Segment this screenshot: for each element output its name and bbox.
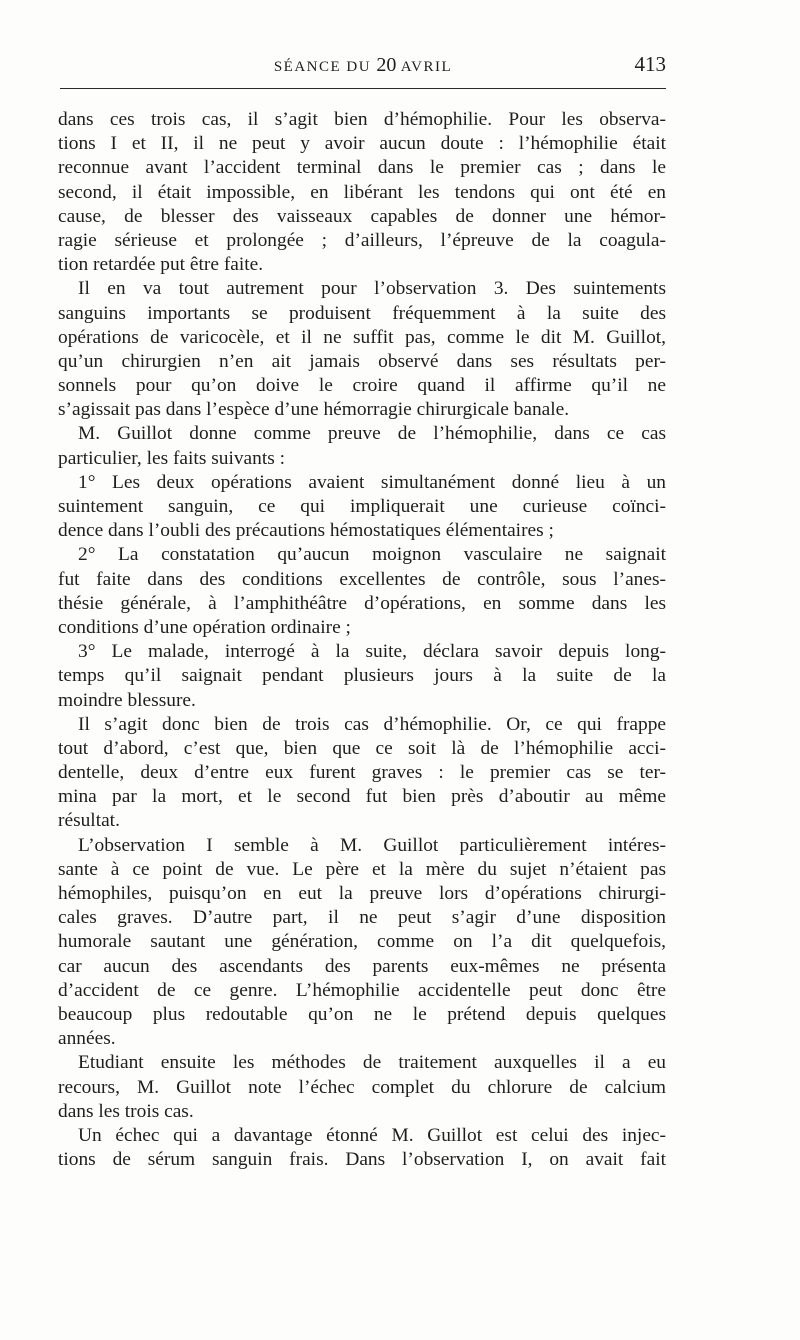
text-line: tions de sérum sanguin frais. Dans l’observation I, on avait fait	[58, 1149, 666, 1171]
running-title-day: 20	[376, 54, 397, 76]
text-line: qu’un chirurgien n’en ait jamais observé dans ses résultats per-	[58, 350, 666, 372]
text-line: opérations de varicocèle, et il ne suffit pas, comme le dit M. Guillot,	[58, 326, 666, 348]
text-line: 2° La constatation qu’aucun moignon vasculaire ne saignait	[78, 544, 666, 566]
text-line: temps qu’il saignait pendant plusieurs jours à la suite de la	[58, 665, 666, 687]
text-line: mina par la mort, et le second fut bien près d’aboutir au même	[58, 786, 666, 808]
text-line: années.	[58, 1028, 116, 1050]
text-line: moindre blessure.	[58, 689, 196, 711]
text-line: ragie sérieuse et prolongée ; d’ailleurs, l’épreuve de la coagula-	[58, 229, 666, 251]
page-number: 413	[634, 52, 666, 76]
text-line: humorale sautant une génération, comme on l’a dit quelquefois,	[58, 931, 666, 953]
text-line: dans ces trois cas, il s’agit bien d’hémophilie. Pour les observa-	[58, 109, 666, 130]
text-line: tion retardée put être faite.	[58, 254, 264, 276]
page-header	[60, 50, 666, 80]
text-line: Un échec qui a davantage étonné M. Guillot est celui des injec-	[78, 1124, 666, 1146]
text-line: particulier, les faits suivants :	[58, 447, 286, 469]
text-line: hémophiles, puisqu’on en eut la preuve lors d’opérations chirurgi-	[58, 883, 666, 904]
text-line: Il en va tout autrement pour l’observation 3. Des suintements	[78, 278, 666, 300]
text-line: recours, M. Guillot note l’échec complet du chlorure de calcium	[58, 1076, 666, 1098]
text-line: dence dans l’oubli des précautions hémostatiques élémentaires ;	[58, 520, 554, 542]
text-line: sante à ce point de vue. Le père et la mère du sujet n’étaient pas	[58, 858, 666, 880]
text-line: reconnue avant l’accident terminal dans le premier cas ; dans le	[58, 157, 666, 179]
text-line: 3° Le malade, interrogé à la suite, déclara savoir depuis long-	[78, 641, 666, 663]
text-line: tions I et II, il ne peut y avoir aucun doute : l’hémophilie était	[58, 133, 666, 155]
text-line: L’observation I semble à M. Guillot particulièrement intéres-	[78, 834, 666, 856]
text-line: cause, de blesser des vaisseaux capables de donner une hémor-	[58, 205, 666, 227]
text-line: thésie générale, à l’amphithéâtre d’opérations, en somme dans les	[58, 592, 666, 614]
running-title	[60, 54, 666, 77]
text-line: second, il était impossible, en libérant les tendons qui ont été en	[58, 181, 666, 203]
text-line: car aucun des ascendants des parents eux-mêmes ne présenta	[58, 955, 666, 977]
body-text	[58, 108, 666, 1172]
header-rule	[60, 88, 666, 89]
text-line: fut faite dans des conditions excellentes de contrôle, sous l’anes-	[58, 568, 666, 590]
text-line: sanguins importants se produisent fréquemment à la suite des	[58, 302, 666, 324]
text-line: d’accident de ce genre. L’hémophilie accidentelle peut donc être	[58, 979, 666, 1001]
text-line: cales graves. D’autre part, il ne peut s’agir d’une disposition	[58, 907, 666, 929]
text-line: Il s’agit donc bien de trois cas d’hémophilie. Or, ce qui frappe	[78, 713, 666, 735]
text-line: sonnels pour qu’on doive le croire quand il affirme qu’il ne	[58, 375, 666, 397]
text-line: dans les trois cas.	[58, 1100, 194, 1122]
text-line: s’agissait pas dans l’espèce d’une hémorragie chirurgicale banale.	[58, 399, 570, 421]
text-line: 1° Les deux opérations avaient simultanément donné lieu à un	[78, 471, 666, 493]
running-title-month: AVRIL	[396, 59, 453, 75]
text-line: M. Guillot donne comme preuve de l’hémophilie, dans ce cas	[78, 423, 666, 445]
text-line: tout d’abord, c’est que, bien que ce soit là de l’hémophilie acci-	[58, 737, 666, 759]
text-line: Etudiant ensuite les méthodes de traitement auxquelles il a eu	[78, 1052, 666, 1074]
text-line: beaucoup plus redoutable qu’on ne le prétend depuis quelques	[58, 1003, 666, 1025]
text-line: dentelle, deux d’entre eux furent graves : le premier cas se ter-	[58, 762, 666, 784]
text-line: suintement sanguin, ce qui impliquerait une curieuse coïnci-	[58, 496, 666, 517]
text-line: conditions d’une opération ordinaire ;	[58, 616, 351, 638]
running-title-start: SÉANCE DU	[273, 59, 377, 75]
text-line: résultat.	[58, 810, 120, 832]
